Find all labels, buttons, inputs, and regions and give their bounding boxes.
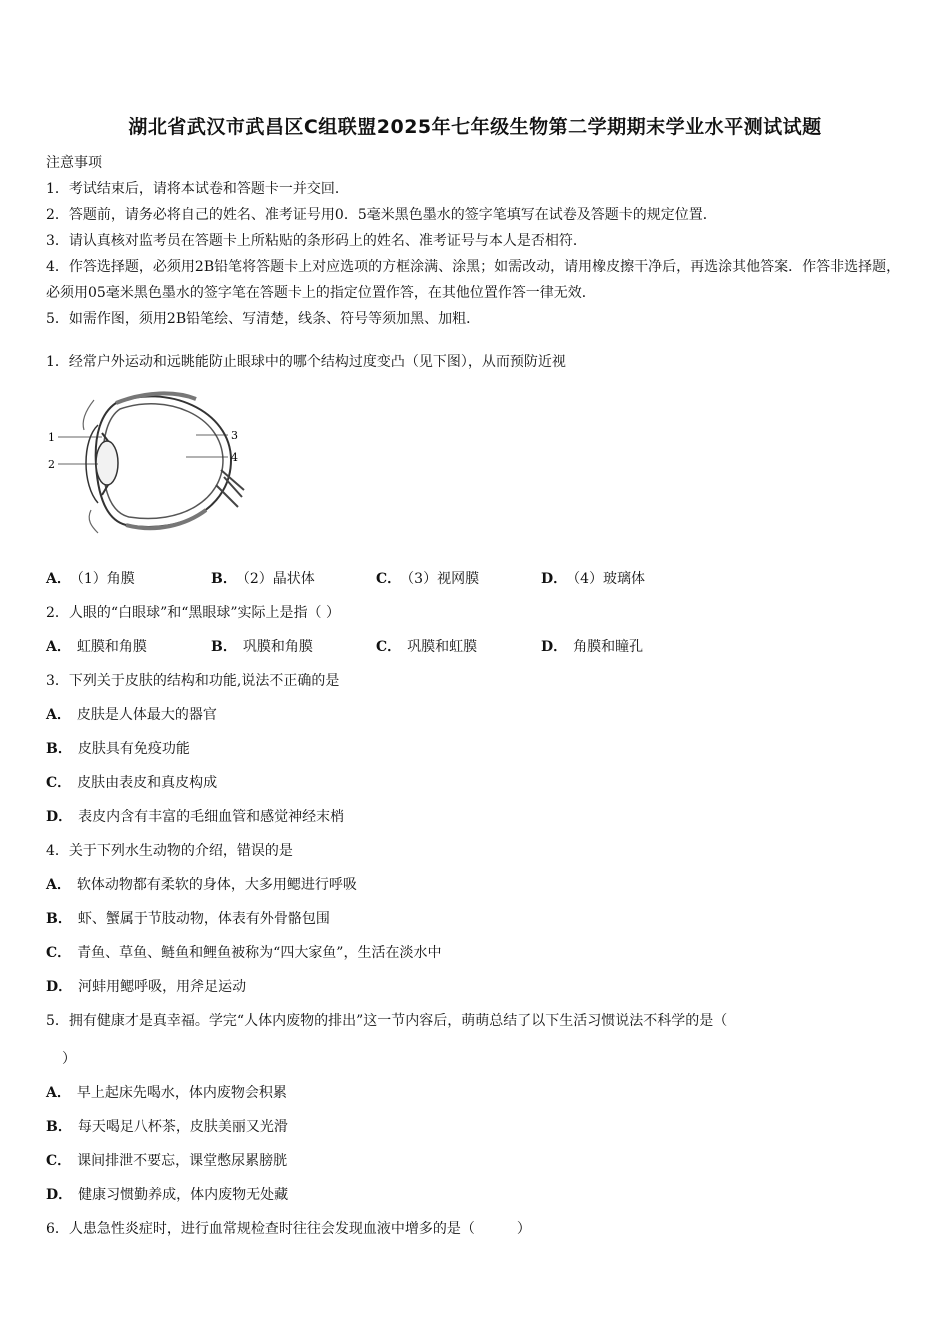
option-letter: D． <box>541 571 568 587</box>
question-3-stem: 3．下列关于皮肤的结构和功能,说法不正确的是 <box>46 673 340 689</box>
option-text: 虾、蟹属于节肢动物，体表有外骨骼包围 <box>77 911 330 927</box>
option-letter: A． <box>46 877 71 893</box>
option-letter: C． <box>46 1153 72 1169</box>
label-4: 4 <box>231 451 238 464</box>
option-text: （4）玻璃体 <box>573 571 646 587</box>
option-text: 皮肤是人体最大的器官 <box>76 707 217 723</box>
question-5-stem-cont: ） <box>62 1051 76 1067</box>
option-letter: C． <box>46 945 72 961</box>
option-text: 每天喝足八杯茶，皮肤美丽又光滑 <box>77 1119 288 1135</box>
notice-section <box>46 150 906 332</box>
option-letter: D． <box>46 809 73 825</box>
notice-heading: 注意事项 <box>46 155 102 171</box>
option-letter: C． <box>46 775 72 791</box>
option-letter: B． <box>46 1119 72 1135</box>
option-text: 角膜和瞳孔 <box>573 639 644 655</box>
option-letter: C． <box>376 639 402 655</box>
question-5-option-b <box>46 1116 288 1136</box>
option-text: 早上起床先喝水，体内废物会积累 <box>76 1085 287 1101</box>
question-5-option-d <box>46 1184 288 1204</box>
option-text: 课间排泄不要忘，课堂憋尿累膀胱 <box>77 1153 288 1169</box>
option-text: （1）角膜 <box>76 571 135 587</box>
label-2: 2 <box>48 458 55 471</box>
question-4-stem: 4．关于下列水生动物的介绍，错误的是 <box>46 843 293 859</box>
option-letter: D． <box>46 979 73 995</box>
question-6-stem: 6．人患急性炎症时，进行血常规检查时往往会发现血液中增多的是（ ） <box>46 1221 531 1237</box>
question-3-option-d <box>46 806 344 826</box>
question-3-option-a <box>46 704 217 724</box>
question-4-option-a <box>46 874 357 894</box>
label-1: 1 <box>48 431 55 444</box>
question-2-options <box>46 636 643 656</box>
option-text: 巩膜和角膜 <box>242 639 313 655</box>
option-text: （3）视网膜 <box>407 571 480 587</box>
question-3-option-b <box>46 738 190 758</box>
notice-item: 2．答题前，请务必将自己的姓名、准考证号用0．5毫米黑色墨水的签字笔填写在试卷及答题卡的规定位置． <box>46 207 717 223</box>
question-5-stem: 5．拥有健康才是真幸福。学完“人体内废物的排出”这一节内容后，萌萌总结了以下生活习惯说法不科学的是（ <box>46 1013 728 1029</box>
question-1-options <box>46 568 645 588</box>
question-4-option-d <box>46 976 246 996</box>
option-text: 皮肤由表皮和真皮构成 <box>77 775 218 791</box>
page-title: 湖北省武汉市武昌区C组联盟2025年七年级生物第二学期期末学业水平测试试题 <box>128 116 822 138</box>
option-text: 虹膜和角膜 <box>76 639 147 655</box>
option-text: 巩膜和虹膜 <box>407 639 478 655</box>
option-letter: B． <box>211 639 237 655</box>
option-letter: B． <box>211 571 237 587</box>
question-5-option-a <box>46 1082 287 1102</box>
option-text: 皮肤具有免疫功能 <box>77 741 190 757</box>
eyeball-diagram <box>46 385 246 545</box>
option-letter: D． <box>46 1187 73 1203</box>
notice-item: 3．请认真核对监考员在答题卡上所粘贴的条形码上的姓名、准考证号与本人是否相符． <box>46 233 587 249</box>
option-letter: A． <box>46 707 71 723</box>
notice-item: 5．如需作图，须用2B铅笔绘、写清楚，线条、符号等须加黑、加粗． <box>46 311 481 327</box>
question-5-option-c <box>46 1150 287 1170</box>
option-letter: C． <box>376 571 402 587</box>
option-letter: B． <box>46 911 72 927</box>
question-4-option-b <box>46 908 330 928</box>
option-letter: A． <box>46 1085 71 1101</box>
option-text: 河蚌用鳃呼吸，用斧足运动 <box>78 979 247 995</box>
notice-item: 1．考试结束后，请将本试卷和答题卡一并交回． <box>46 181 349 197</box>
option-letter: D． <box>541 639 568 655</box>
question-4-option-c <box>46 942 441 962</box>
question-1-stem: 1．经常户外运动和远眺能防止眼球中的哪个结构过度变凸（见下图），从而预防近视 <box>46 354 566 370</box>
question-3-option-c <box>46 772 217 792</box>
label-3: 3 <box>231 429 238 442</box>
option-text: 表皮内含有丰富的毛细血管和感觉神经末梢 <box>78 809 345 825</box>
option-text: 软体动物都有柔软的身体，大多用鳃进行呼吸 <box>76 877 357 893</box>
option-letter: A． <box>46 639 71 655</box>
option-letter: A． <box>46 571 71 587</box>
option-text: 健康习惯勤养成，体内废物无处藏 <box>78 1187 289 1203</box>
option-text: （2）晶状体 <box>242 571 315 587</box>
option-letter: B． <box>46 741 72 757</box>
notice-item: 4．作答选择题，必须用2B铅笔将答题卡上对应选项的方框涂满、涂黑；如需改动，请用橡皮擦干净后，再选涂其他答案．作答非选择题，必须用05毫米黑色墨水的签字笔在答题卡上的指定位置作答，在其他位置作答一律无效． <box>46 259 901 301</box>
question-2-stem: 2．人眼的“白眼球”和“黑眼球”实际上是指（ ） <box>46 605 340 621</box>
option-text: 青鱼、草鱼、鲢鱼和鲤鱼被称为“四大家鱼”，生活在淡水中 <box>77 945 442 961</box>
